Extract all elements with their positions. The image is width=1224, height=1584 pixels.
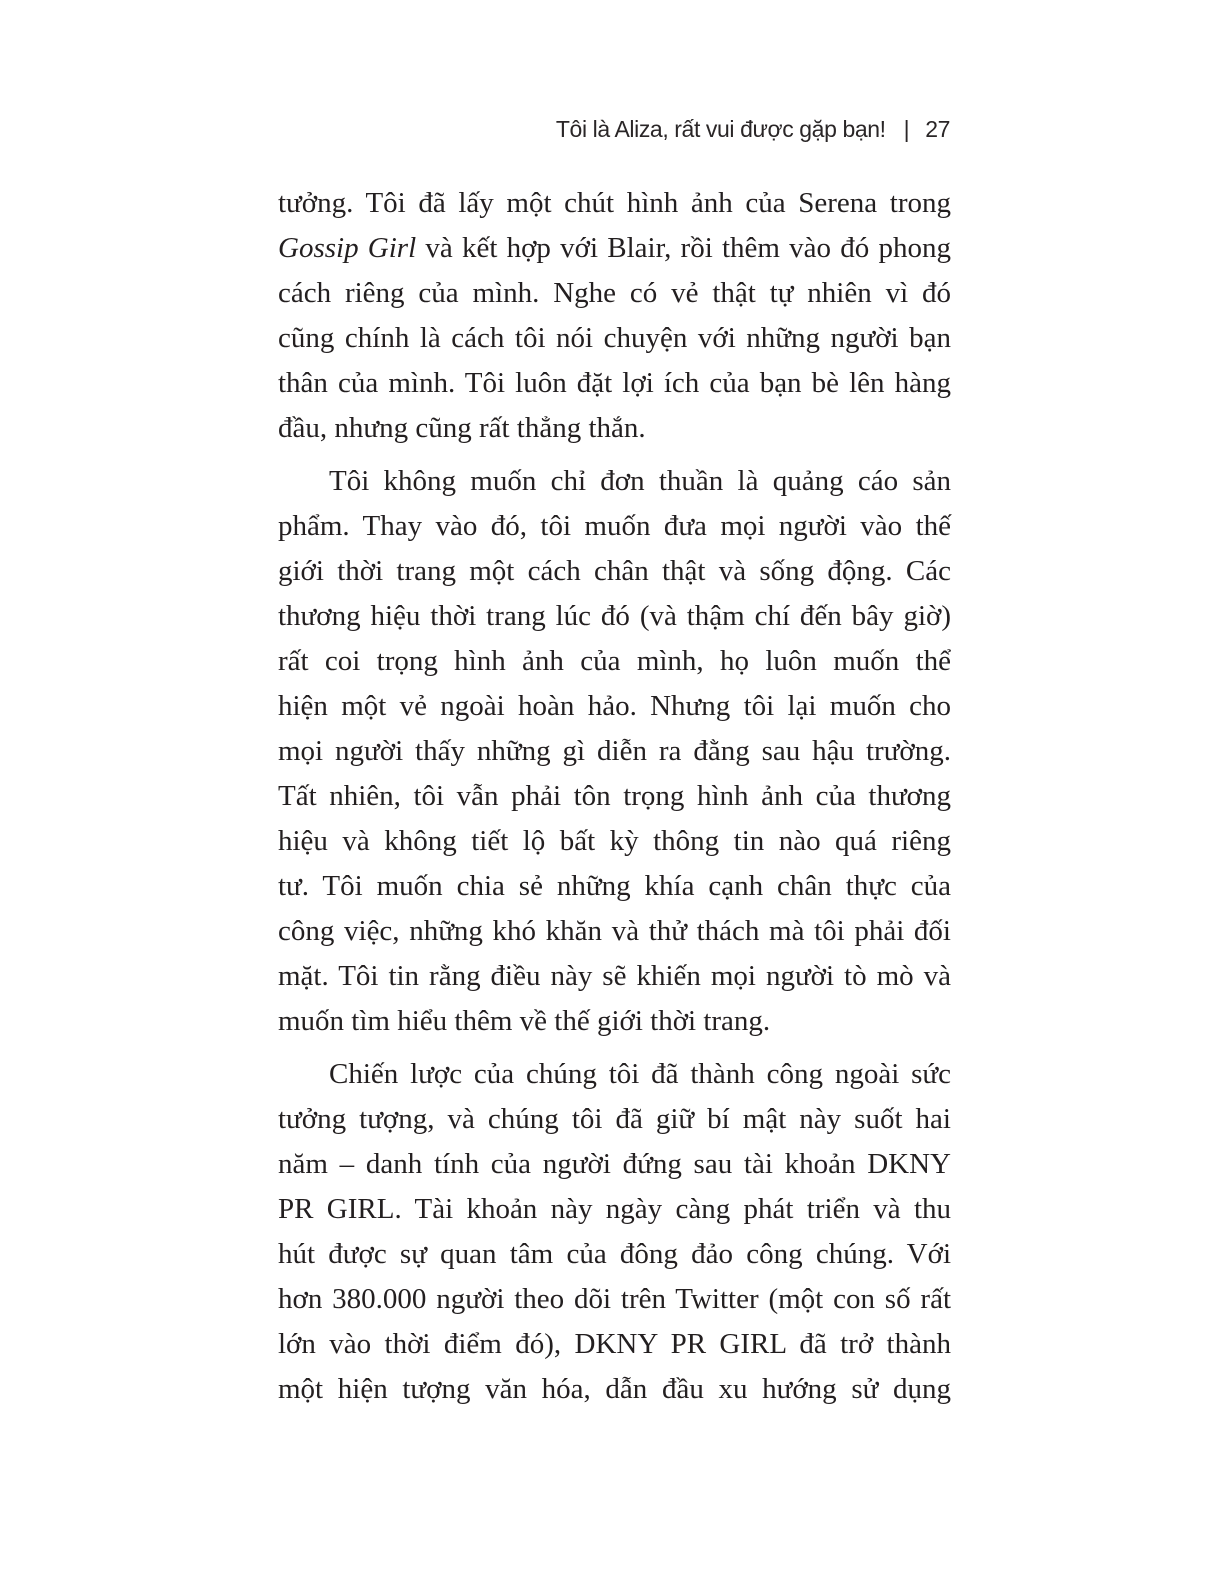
- header-separator: |: [903, 116, 910, 142]
- chapter-title: Tôi là Aliza, rất vui được gặp bạn!: [555, 116, 886, 142]
- text-line: năm – danh tính của người đứng sau tài khoản DKNY: [278, 1148, 951, 1180]
- text-line: đầu, nhưng cũng rất thẳng thắn.: [278, 412, 646, 444]
- text-line: tưởng tượng, và chúng tôi đã giữ bí mật này suốt hai: [278, 1103, 951, 1135]
- text-line: mặt. Tôi tin rằng điều này sẽ khiến mọi người tò mò và: [278, 960, 951, 992]
- text-line: Tôi không muốn chỉ đơn thuần là quảng cáo sản: [329, 465, 951, 497]
- running-header: [556, 116, 950, 143]
- text-line: một hiện tượng văn hóa, dẫn đầu xu hướng sử dụng: [278, 1373, 951, 1405]
- text-line: PR GIRL. Tài khoản này ngày càng phát triển và thu: [278, 1193, 951, 1225]
- body-text: [278, 181, 951, 1412]
- text-line: hút được sự quan tâm của đông đảo công chúng. Với: [278, 1238, 951, 1270]
- text-line: tưởng. Tôi đã lấy một chút hình ảnh của Serena trong: [278, 187, 951, 219]
- text-line: Chiến lược của chúng tôi đã thành công ngoài sức: [329, 1058, 951, 1090]
- text-line: hiện một vẻ ngoài hoàn hảo. Nhưng tôi lại muốn cho: [278, 690, 951, 722]
- text-line: công việc, những khó khăn và thử thách mà tôi phải đối: [278, 915, 951, 947]
- text-line: tư. Tôi muốn chia sẻ những khía cạnh chân thực của: [278, 870, 951, 902]
- text-line: giới thời trang một cách chân thật và sống động. Các: [278, 555, 951, 587]
- text-line: Tất nhiên, tôi vẫn phải tôn trọng hình ảnh của thương: [278, 780, 951, 812]
- text-line: muốn tìm hiểu thêm về thế giới thời trang.: [278, 1005, 771, 1037]
- text-line: cách riêng của mình. Nghe có vẻ thật tự nhiên vì đó: [278, 277, 951, 309]
- book-title: Gossip Girl: [278, 232, 417, 264]
- text-line: cũng chính là cách tôi nói chuyện với những người bạn: [278, 322, 951, 354]
- text-line: mọi người thấy những gì diễn ra đằng sau hậu trường.: [278, 735, 951, 767]
- text-line: hơn 380.000 người theo dõi trên Twitter (một con số rất: [278, 1283, 951, 1315]
- text-line: lớn vào thời điểm đó), DKNY PR GIRL đã trở thành: [278, 1328, 951, 1360]
- text-line: phẩm. Thay vào đó, tôi muốn đưa mọi người vào thế: [278, 510, 951, 542]
- text-line: thương hiệu thời trang lúc đó (và thậm chí đến bây giờ): [278, 600, 951, 632]
- text-line: thân của mình. Tôi luôn đặt lợi ích của bạn bè lên hàng: [278, 367, 951, 399]
- page-number: 27: [925, 116, 950, 142]
- text-line: hiệu và không tiết lộ bất kỳ thông tin nào quá riêng: [278, 825, 951, 857]
- text-line: Gossip Girl và kết hợp với Blair, rồi thêm vào đó phong: [278, 232, 951, 264]
- text-line: rất coi trọng hình ảnh của mình, họ luôn muốn thể: [278, 645, 951, 677]
